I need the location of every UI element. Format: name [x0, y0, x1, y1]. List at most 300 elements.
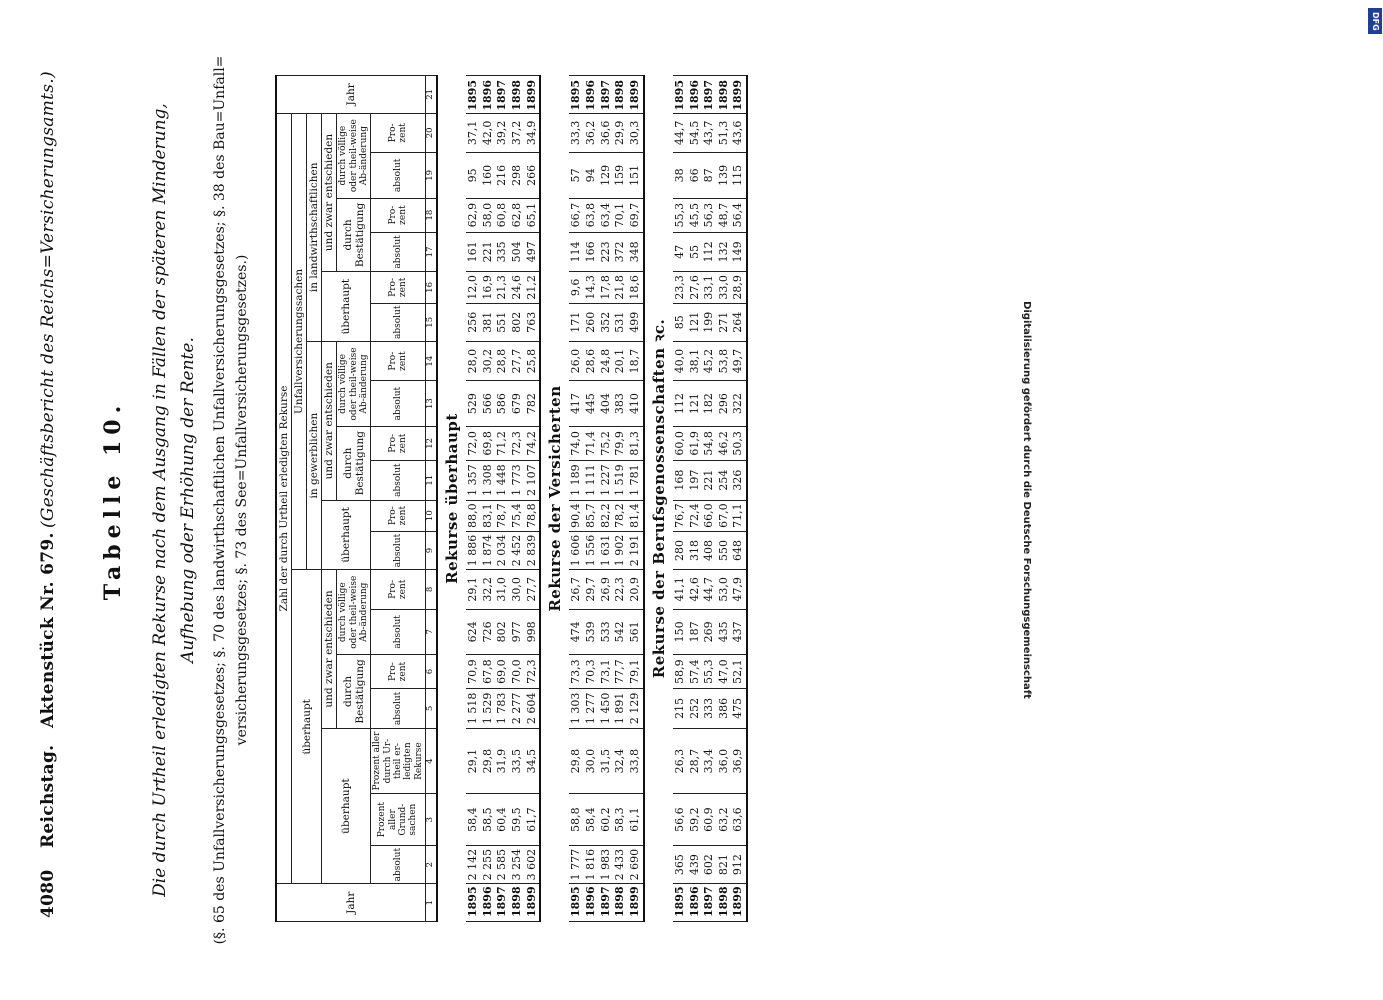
table-row [599, 76, 614, 922]
table-title: Tabelle 10. [100, 399, 126, 601]
data-cell: 58,9 [673, 655, 688, 689]
legal-reference-line-2: versicherungsgesetzes; §. 73 des See=Unfallversicherungsgesetzes.) [234, 254, 250, 746]
data-cell: 82,2 [599, 500, 614, 531]
data-cell: 26,9 [599, 570, 614, 609]
data-cell: 31,5 [599, 728, 614, 794]
data-cell: 30,2 [481, 342, 496, 381]
data-cell: 1 357 [466, 460, 481, 500]
header-abaenderung-1: durch völlige oder theil-weise Ab-änderung [337, 570, 371, 655]
data-cell: 112 [673, 381, 688, 427]
data-cell: 586 [495, 381, 510, 427]
data-cell: 1 308 [481, 460, 496, 500]
column-number: 6 [426, 655, 437, 689]
data-cell: 252 [688, 689, 703, 729]
data-cell: 73,3 [569, 655, 584, 689]
header-prozent: Pro-zent [371, 113, 426, 152]
column-number: 5 [426, 689, 437, 729]
header-absolut: absolut [371, 531, 426, 569]
data-cell: 1 902 [613, 531, 628, 569]
data-cell: 51,3 [717, 113, 732, 152]
data-cell: 70,1 [613, 198, 628, 232]
data-cell: 3 254 [510, 845, 525, 883]
data-cell: 42,6 [688, 570, 703, 609]
data-cell: 29,1 [466, 570, 481, 609]
column-number: 15 [426, 303, 437, 341]
column-number: 19 [426, 153, 437, 199]
data-cell: 31,9 [495, 728, 510, 794]
data-cell: 352 [599, 303, 614, 341]
year-cell: 1899 [525, 884, 541, 922]
data-cell: 78,7 [495, 500, 510, 531]
data-cell: 977 [510, 609, 525, 655]
page-number: 4080 [38, 869, 58, 918]
data-cell: 2 452 [510, 531, 525, 569]
digitization-note-text: Digitalisierung gefördert durch die Deutsche Forschungsgemeinschaft [1021, 301, 1032, 699]
data-cell: 39,2 [495, 113, 510, 152]
year-cell: 1896 [481, 76, 496, 114]
data-cell: 21,8 [613, 272, 628, 303]
table-row [481, 76, 496, 922]
data-cell: 166 [584, 232, 599, 272]
data-cell: 1 450 [599, 689, 614, 729]
data-cell: 71,2 [495, 426, 510, 460]
data-cell: 17,8 [599, 272, 614, 303]
data-cell: 1 777 [569, 845, 584, 883]
header-prozent: Pro-zent [371, 198, 426, 232]
subtitle-line-1: Die durch Urtheil erledigten Rekurse nach dem Ausgang in Fällen der späteren Minderung, [150, 103, 170, 897]
data-cell: 404 [599, 381, 614, 427]
data-cell: 57,4 [688, 655, 703, 689]
data-cell: 67,0 [717, 500, 732, 531]
data-cell: 159 [613, 153, 628, 199]
year-cell: 1898 [510, 884, 525, 922]
data-cell: 24,6 [510, 272, 525, 303]
data-cell: 531 [613, 303, 628, 341]
data-cell: 28,8 [495, 342, 510, 381]
header-prozent: Pro-zent [371, 272, 426, 303]
data-cell: 55,3 [702, 655, 717, 689]
year-cell: 1899 [628, 884, 644, 922]
statistics-table [275, 75, 748, 922]
data-cell: 56,3 [702, 198, 717, 232]
data-cell: 114 [569, 232, 584, 272]
data-cell: 77,7 [613, 655, 628, 689]
data-cell: 30,0 [584, 728, 599, 794]
data-cell: 70,3 [584, 655, 599, 689]
data-cell: 215 [673, 689, 688, 729]
data-cell: 72,4 [688, 500, 703, 531]
data-cell: 1 874 [481, 531, 496, 569]
data-cell: 61,9 [688, 426, 703, 460]
data-cell: 115 [731, 153, 747, 199]
data-cell: 76,7 [673, 500, 688, 531]
data-cell: 151 [628, 153, 644, 199]
data-cell: 439 [688, 845, 703, 883]
column-number: 3 [426, 794, 437, 846]
column-number: 11 [426, 460, 437, 500]
data-cell: 62,9 [466, 198, 481, 232]
data-cell: 254 [717, 460, 732, 500]
data-cell: 223 [599, 232, 614, 272]
column-number: 13 [426, 381, 437, 427]
subtitle-line-2: Aufhebung oder Erhöhung der Rente. [178, 337, 198, 663]
data-cell: 34,9 [525, 113, 541, 152]
data-cell: 256 [466, 303, 481, 341]
table-row [510, 76, 525, 922]
data-cell: 318 [688, 531, 703, 569]
data-cell: 66 [688, 153, 703, 199]
year-cell: 1897 [495, 884, 510, 922]
column-number: 17 [426, 232, 437, 272]
data-cell: 551 [495, 303, 510, 341]
data-cell: 95 [466, 153, 481, 199]
year-cell: 1897 [495, 76, 510, 114]
table-row [584, 76, 599, 922]
data-cell: 475 [731, 689, 747, 729]
data-cell: 58,3 [613, 794, 628, 846]
data-cell: 1 448 [495, 460, 510, 500]
data-cell: 2 277 [510, 689, 525, 729]
data-cell: 1 111 [584, 460, 599, 500]
year-cell: 1896 [688, 884, 703, 922]
header-und-zwar-2: und zwar entschieden [322, 342, 337, 501]
header-und-zwar-1: und zwar entschieden [322, 570, 337, 729]
data-cell: 550 [717, 531, 732, 569]
data-cell: 72,3 [510, 426, 525, 460]
data-cell: 63,8 [584, 198, 599, 232]
data-cell: 56,4 [731, 198, 747, 232]
data-cell: 1 631 [599, 531, 614, 569]
data-cell: 69,0 [495, 655, 510, 689]
data-cell: 38,1 [688, 342, 703, 381]
data-cell: 30,3 [628, 113, 644, 152]
data-cell: 802 [495, 609, 510, 655]
data-cell: 36,6 [599, 113, 614, 152]
data-cell: 2 585 [495, 845, 510, 883]
data-cell: 802 [510, 303, 525, 341]
data-cell: 26,3 [673, 728, 688, 794]
table-row [717, 76, 732, 922]
data-cell: 1 783 [495, 689, 510, 729]
data-cell: 47,0 [717, 655, 732, 689]
data-cell: 74,0 [569, 426, 584, 460]
column-number: 9 [426, 531, 437, 569]
data-cell: 1 983 [599, 845, 614, 883]
data-cell: 22,3 [613, 570, 628, 609]
data-cell: 280 [673, 531, 688, 569]
column-number: 20 [426, 113, 437, 152]
header-absolut: absolut [371, 232, 426, 272]
data-cell: 20,9 [628, 570, 644, 609]
data-cell: 44,7 [702, 570, 717, 609]
data-cell: 63,6 [731, 794, 747, 846]
data-cell: 1 891 [613, 689, 628, 729]
header-bestaetigung-3: durch Bestätigung [337, 198, 371, 272]
header-bestaetigung-1: durch Bestätigung [337, 655, 371, 729]
data-cell: 408 [702, 531, 717, 569]
data-cell: 782 [525, 381, 541, 427]
data-cell: 726 [481, 609, 496, 655]
data-cell: 90,4 [569, 500, 584, 531]
data-cell: 58,4 [466, 794, 481, 846]
section-title: Rekurse der Berufsgenossenschaften ꝛc. [649, 318, 668, 679]
data-cell: 168 [673, 460, 688, 500]
data-cell: 44,7 [673, 113, 688, 152]
data-cell: 21,3 [495, 272, 510, 303]
data-cell: 435 [717, 609, 732, 655]
data-cell: 365 [673, 845, 688, 883]
data-cell: 56,6 [673, 794, 688, 846]
data-cell: 9,6 [569, 272, 584, 303]
year-cell: 1896 [688, 76, 703, 114]
data-cell: 63,4 [599, 198, 614, 232]
column-number: 8 [426, 570, 437, 609]
data-cell: 43,7 [702, 113, 717, 152]
section-title: Rekurse der Versicherten [546, 385, 565, 612]
data-cell: 23,3 [673, 272, 688, 303]
header-abaenderung-2: durch völlige oder theil-weise Ab-änderung [337, 342, 371, 427]
data-cell: 85 [673, 303, 688, 341]
data-cell: 94 [584, 153, 599, 199]
data-cell: 1 816 [584, 845, 599, 883]
data-cell: 45,2 [702, 342, 717, 381]
year-cell: 1899 [628, 76, 644, 114]
table-body [437, 76, 747, 922]
data-cell: 79,1 [628, 655, 644, 689]
header-und-zwar-3: und zwar entschieden [322, 113, 337, 272]
data-cell: 2 839 [525, 531, 541, 569]
data-cell: 78,8 [525, 500, 541, 531]
column-number: 2 [426, 845, 437, 883]
column-number: 12 [426, 426, 437, 460]
data-cell: 335 [495, 232, 510, 272]
section-row [540, 76, 569, 922]
data-cell: 36,0 [717, 728, 732, 794]
data-cell: 112 [702, 232, 717, 272]
data-cell: 197 [688, 460, 703, 500]
column-number: 14 [426, 342, 437, 381]
data-cell: 29,8 [569, 728, 584, 794]
data-cell: 129 [599, 153, 614, 199]
year-cell: 1899 [731, 884, 747, 922]
data-cell: 34,5 [525, 728, 541, 794]
data-cell: 53,8 [717, 342, 732, 381]
data-cell: 26,0 [569, 342, 584, 381]
data-cell: 298 [510, 153, 525, 199]
data-cell: 1 606 [569, 531, 584, 569]
data-cell: 72,3 [525, 655, 541, 689]
data-cell: 679 [510, 381, 525, 427]
data-cell: 474 [569, 609, 584, 655]
data-cell: 372 [613, 232, 628, 272]
data-cell: 47 [673, 232, 688, 272]
data-cell: 1 227 [599, 460, 614, 500]
data-cell: 18,7 [628, 342, 644, 381]
data-cell: 266 [525, 153, 541, 199]
data-cell: 85,7 [584, 500, 599, 531]
data-cell: 59,5 [510, 794, 525, 846]
header-prozent: Pro-zent [371, 500, 426, 531]
data-cell: 2 433 [613, 845, 628, 883]
data-cell: 47,9 [731, 570, 747, 609]
year-cell: 1896 [481, 884, 496, 922]
data-cell: 497 [525, 232, 541, 272]
data-cell: 28,9 [731, 272, 747, 303]
data-cell: 43,6 [731, 113, 747, 152]
header-gewerblich: in gewerblichen [307, 342, 322, 570]
data-cell: 38 [673, 153, 688, 199]
data-cell: 29,1 [466, 728, 481, 794]
data-cell: 539 [584, 609, 599, 655]
data-cell: 2 255 [481, 845, 496, 883]
data-cell: 221 [702, 460, 717, 500]
data-cell: 75,2 [599, 426, 614, 460]
data-cell: 386 [717, 689, 732, 729]
data-cell: 271 [717, 303, 732, 341]
data-cell: 1 519 [613, 460, 628, 500]
data-cell: 2 604 [525, 689, 541, 729]
data-cell: 88,0 [466, 500, 481, 531]
header-ueberhaupt-gew: überhaupt [322, 500, 371, 570]
header-prozent: Pro-zent [371, 426, 426, 460]
data-cell: 333 [702, 689, 717, 729]
data-cell: 821 [717, 845, 732, 883]
year-cell: 1895 [673, 884, 688, 922]
data-cell: 24,8 [599, 342, 614, 381]
data-cell: 70,9 [466, 655, 481, 689]
data-cell: 20,1 [613, 342, 628, 381]
data-cell: 33,4 [702, 728, 717, 794]
data-cell: 63,2 [717, 794, 732, 846]
data-cell: 45,5 [688, 198, 703, 232]
data-cell: 58,0 [481, 198, 496, 232]
year-cell: 1898 [717, 884, 732, 922]
data-cell: 60,8 [495, 198, 510, 232]
column-number: 16 [426, 272, 437, 303]
data-cell: 529 [466, 381, 481, 427]
data-cell: 28,7 [688, 728, 703, 794]
data-cell: 58,8 [569, 794, 584, 846]
data-cell: 269 [702, 609, 717, 655]
column-number: 1 [426, 884, 437, 922]
data-cell: 16,9 [481, 272, 496, 303]
header-prozent-urtheil: Prozent aller durch Ur-theil er-ledigten Rekurse [371, 728, 426, 794]
data-cell: 296 [717, 381, 732, 427]
data-cell: 67,8 [481, 655, 496, 689]
data-cell: 42,0 [481, 113, 496, 152]
data-cell: 2 191 [628, 531, 644, 569]
header-left: Reichstag. [38, 744, 58, 848]
data-cell: 199 [702, 303, 717, 341]
data-cell: 322 [731, 381, 747, 427]
year-cell: 1897 [599, 884, 614, 922]
data-cell: 139 [717, 153, 732, 199]
data-cell: 32,4 [613, 728, 628, 794]
data-cell: 25,8 [525, 342, 541, 381]
data-cell: 55,3 [673, 198, 688, 232]
data-cell: 26,7 [569, 570, 584, 609]
header-absolut: absolut [371, 460, 426, 500]
data-cell: 37,2 [510, 113, 525, 152]
data-cell: 1 556 [584, 531, 599, 569]
column-number: 7 [426, 609, 437, 655]
data-cell: 29,7 [584, 570, 599, 609]
data-cell: 60,2 [599, 794, 614, 846]
year-cell: 1895 [569, 76, 584, 114]
data-cell: 27,7 [510, 342, 525, 381]
data-cell: 3 602 [525, 845, 541, 883]
data-cell: 87 [702, 153, 717, 199]
data-cell: 81,4 [628, 500, 644, 531]
header-absolut: absolut [371, 303, 426, 341]
table-row [466, 76, 481, 922]
section-row [644, 76, 673, 922]
year-cell: 1896 [584, 76, 599, 114]
data-cell: 48,7 [717, 198, 732, 232]
data-cell: 998 [525, 609, 541, 655]
data-cell: 40,0 [673, 342, 688, 381]
data-cell: 566 [481, 381, 496, 427]
data-cell: 70,0 [510, 655, 525, 689]
section-row [437, 76, 466, 922]
data-cell: 33,5 [510, 728, 525, 794]
year-cell: 1898 [717, 76, 732, 114]
data-cell: 71,1 [731, 500, 747, 531]
data-cell: 763 [525, 303, 541, 341]
header-right: (Geschäftsbericht des Reichs=Versicherungsamts.) [38, 71, 58, 528]
data-cell: 58,5 [481, 794, 496, 846]
header-jahr-left: Jahr [276, 884, 426, 922]
data-cell: 61,7 [525, 794, 541, 846]
table-row [495, 76, 510, 922]
data-cell: 533 [599, 609, 614, 655]
table-row [628, 76, 644, 922]
data-cell: 187 [688, 609, 703, 655]
data-cell: 30,0 [510, 570, 525, 609]
data-cell: 2 034 [495, 531, 510, 569]
data-cell: 264 [731, 303, 747, 341]
header-prozent: Pro-zent [371, 342, 426, 381]
year-cell: 1899 [731, 76, 747, 114]
header-absolut: absolut [371, 845, 426, 883]
year-cell: 1895 [466, 76, 481, 114]
data-cell: 50,3 [731, 426, 747, 460]
column-number: 10 [426, 500, 437, 531]
data-cell: 73,1 [599, 655, 614, 689]
data-cell: 41,1 [673, 570, 688, 609]
data-cell: 33,8 [628, 728, 644, 794]
data-cell: 260 [584, 303, 599, 341]
data-cell: 65,1 [525, 198, 541, 232]
data-cell: 33,1 [702, 272, 717, 303]
data-cell: 29,9 [613, 113, 628, 152]
data-cell: 75,4 [510, 500, 525, 531]
data-cell: 1 277 [584, 689, 599, 729]
table-row [673, 76, 688, 922]
data-cell: 59,2 [688, 794, 703, 846]
year-cell: 1896 [584, 884, 599, 922]
table-row [525, 76, 541, 922]
data-cell: 74,2 [525, 426, 541, 460]
year-cell: 1897 [599, 76, 614, 114]
data-cell: 561 [628, 609, 644, 655]
data-cell: 121 [688, 381, 703, 427]
data-cell: 912 [731, 845, 747, 883]
header-zahl: Zahl der durch Urtheil erledigten Rekurse [276, 113, 292, 884]
data-cell: 54,5 [688, 113, 703, 152]
year-cell: 1895 [569, 884, 584, 922]
year-cell: 1897 [702, 76, 717, 114]
